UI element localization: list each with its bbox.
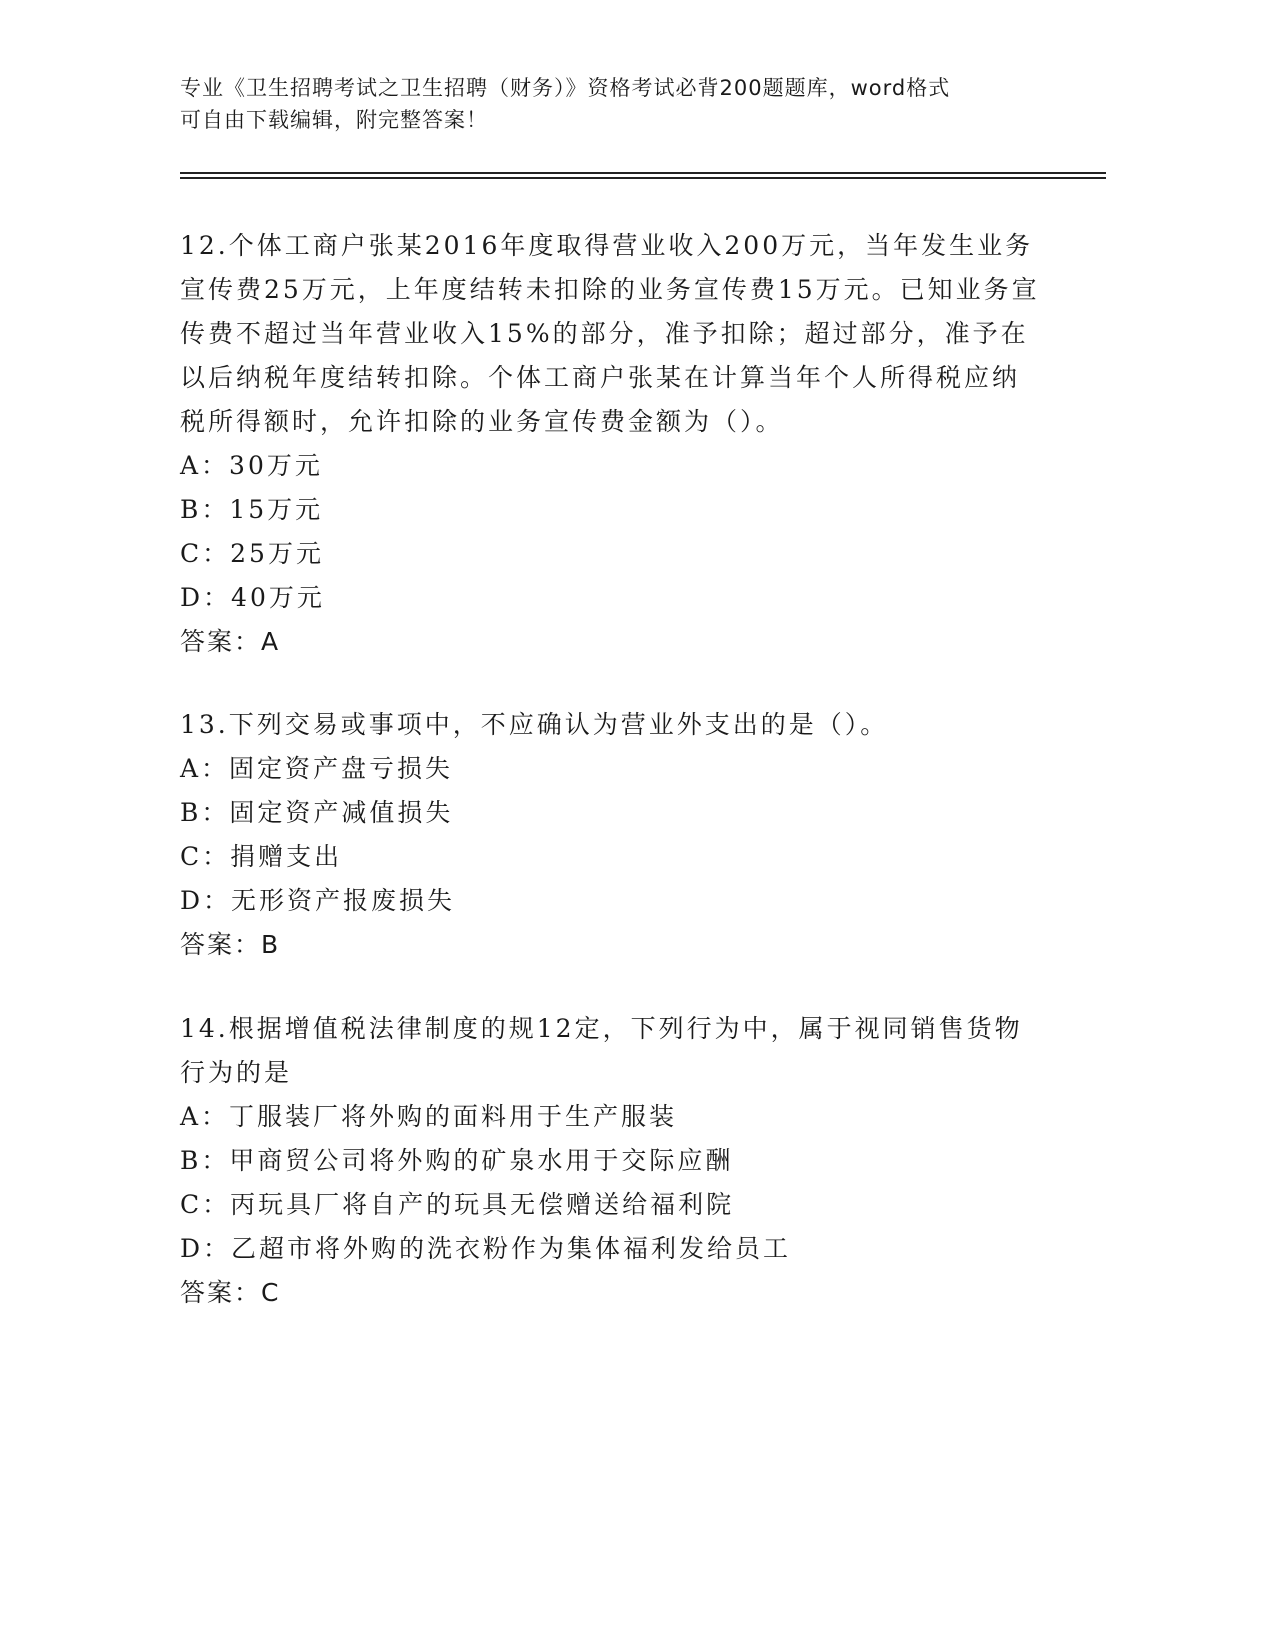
option-d: D：无形资产报废损失 xyxy=(180,886,456,915)
option-a: A：30万元 xyxy=(180,451,323,480)
option-c: C：25万元 xyxy=(180,539,324,568)
question-stem: 12.个体工商户张某2016年度取得营业收入200万元，当年发生业务宣传费25万元，上年度结转未扣除的业务宣传费15万元。已知业务宣传费不超过当年营业收入15%的部分，准予扣除；超过部分，准予在以后纳税年度结转扣除。个体工商户张某在计算当年个人所得税应纳税所得额时，允许扣除的业务宣传费金额为（）。 xyxy=(180,231,1040,436)
header-line-2: 可自由下载编辑，附完整答案！ xyxy=(180,108,488,132)
header-divider-top xyxy=(180,172,1106,174)
option-b: B：15万元 xyxy=(180,495,324,524)
option-a: A：固定资产盘亏损失 xyxy=(180,754,454,783)
question-13 xyxy=(180,703,1040,967)
option-list xyxy=(180,1095,1040,1271)
answer-line: 答案：A xyxy=(180,627,281,656)
option-d: D：40万元 xyxy=(180,583,325,612)
option-a: A：丁服装厂将外购的面料用于生产服装 xyxy=(180,1102,678,1131)
answer-line: 答案：B xyxy=(180,930,281,959)
option-b: B：固定资产减值损失 xyxy=(180,798,454,827)
option-list xyxy=(180,444,1040,620)
option-c: C：捐赠支出 xyxy=(180,842,343,871)
option-c: C：丙玩具厂将自产的玩具无偿赠送给福利院 xyxy=(180,1190,735,1219)
question-12 xyxy=(180,224,1040,664)
document-header xyxy=(180,72,1080,136)
answer-line: 答案：C xyxy=(180,1278,281,1307)
option-list xyxy=(180,747,1040,923)
header-divider-bottom xyxy=(180,177,1106,179)
question-14 xyxy=(180,1007,1040,1315)
option-d: D：乙超市将外购的洗衣粉作为集体福利发给员工 xyxy=(180,1234,792,1263)
header-line-1: 专业《卫生招聘考试之卫生招聘（财务）》资格考试必背200题题库，word格式 xyxy=(180,76,951,100)
option-b: B：甲商贸公司将外购的矿泉水用于交际应酬 xyxy=(180,1146,734,1175)
question-stem: 13.下列交易或事项中，不应确认为营业外支出的是（）。 xyxy=(180,710,889,739)
question-stem: 14.根据增值税法律制度的规12定，下列行为中，属于视同销售货物行为的是 xyxy=(180,1014,1023,1087)
